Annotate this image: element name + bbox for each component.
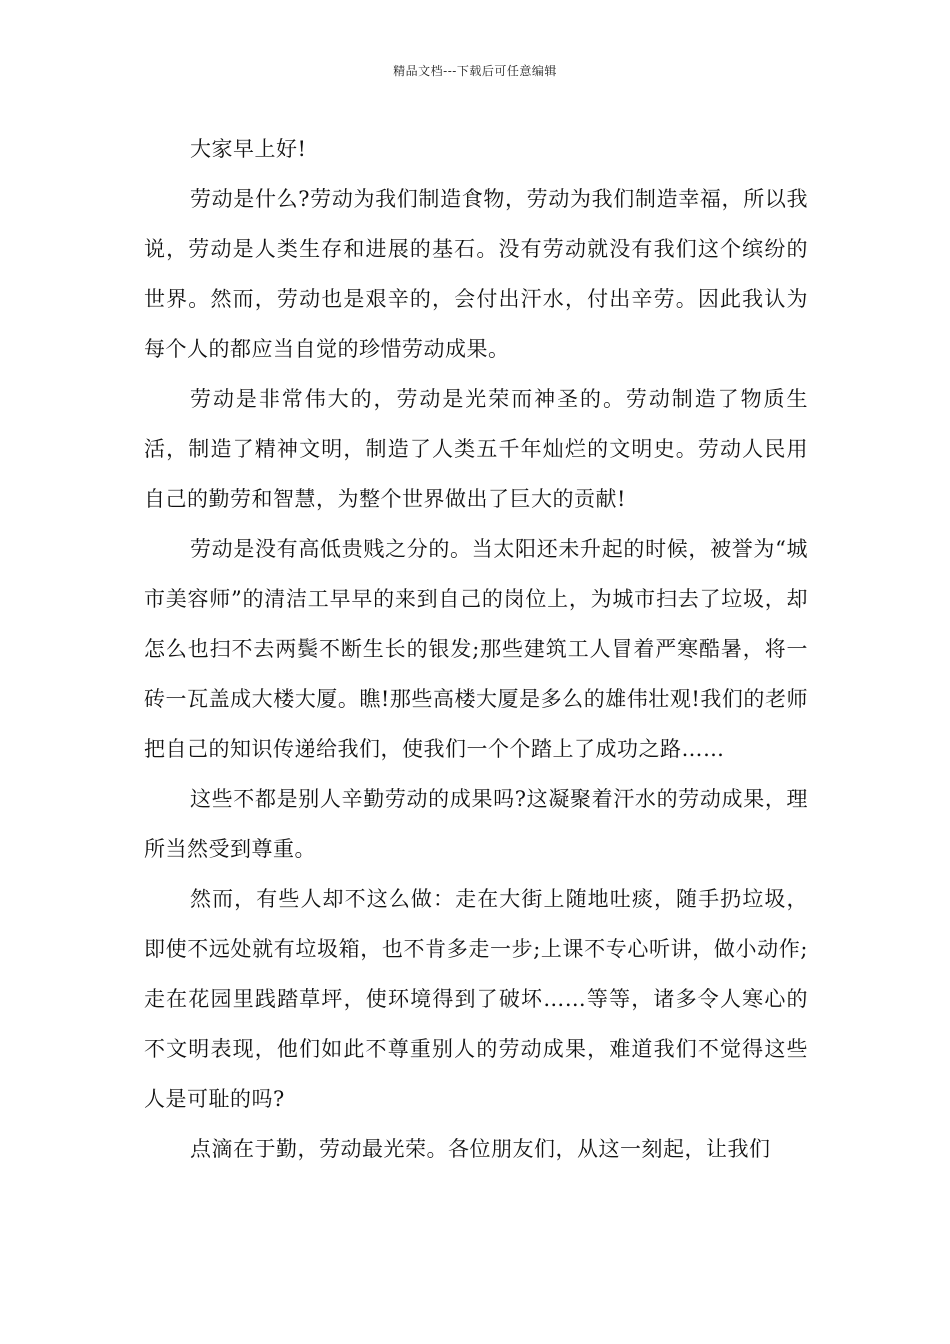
paragraph: 劳动是非常伟大的，劳动是光荣而神圣的。劳动制造了物质生活，制造了精神文明，制造了人类五千年灿烂的文明史。劳动人民用自己的勤劳和智慧，为整个世界做出了巨大的贡献! bbox=[144, 387, 808, 511]
page-header: 精品文档---下载后可任意编辑 bbox=[393, 64, 557, 78]
paragraph: 劳动是什么?劳动为我们制造食物，劳动为我们制造幸福，所以我说，劳动是人类生存和进展的基石。没有劳动就没有我们这个缤纷的世界。然而，劳动也是艰辛的，会付出汗水，付出辛劳。因此我认为每个人的都应当自觉的珍惜劳动成果。 bbox=[144, 187, 808, 361]
paragraph: 然而，有些人却不这么做：走在大街上随地吐痰，随手扔垃圾，即使不远处就有垃圾箱，也不肯多走一步;上课不专心听讲，做小动作;走在花园里践踏草坪，使环境得到了破坏……等等，诸多令人寒心的不文明表现，他们如此不尊重别人的劳动成果，难道我们不觉得这些人是可耻的吗? bbox=[144, 887, 808, 1111]
paragraph: 劳动是没有高低贵贱之分的。当太阳还未升起的时候，被誉为“城市美容师”的清洁工早早的来到自己的岗位上，为城市扫去了垃圾，却怎么也扫不去两鬓不断生长的银发;那些建筑工人冒着严寒酷暑，将一砖一瓦盖成大楼大厦。瞧!那些高楼大厦是多么的雄伟壮观!我们的老师把自己的知识传递给我们，使我们一个个踏上了成功之路…… bbox=[144, 537, 808, 761]
paragraph-greeting: 大家早上好! bbox=[190, 137, 307, 161]
paragraph: 点滴在于勤，劳动最光荣。各位朋友们，从这一刻起，让我们 bbox=[190, 1137, 771, 1161]
paragraph: 这些不都是别人辛勤劳动的成果吗?这凝聚着汗水的劳动成果，理所当然受到尊重。 bbox=[144, 787, 808, 861]
document-body bbox=[144, 124, 808, 1174]
